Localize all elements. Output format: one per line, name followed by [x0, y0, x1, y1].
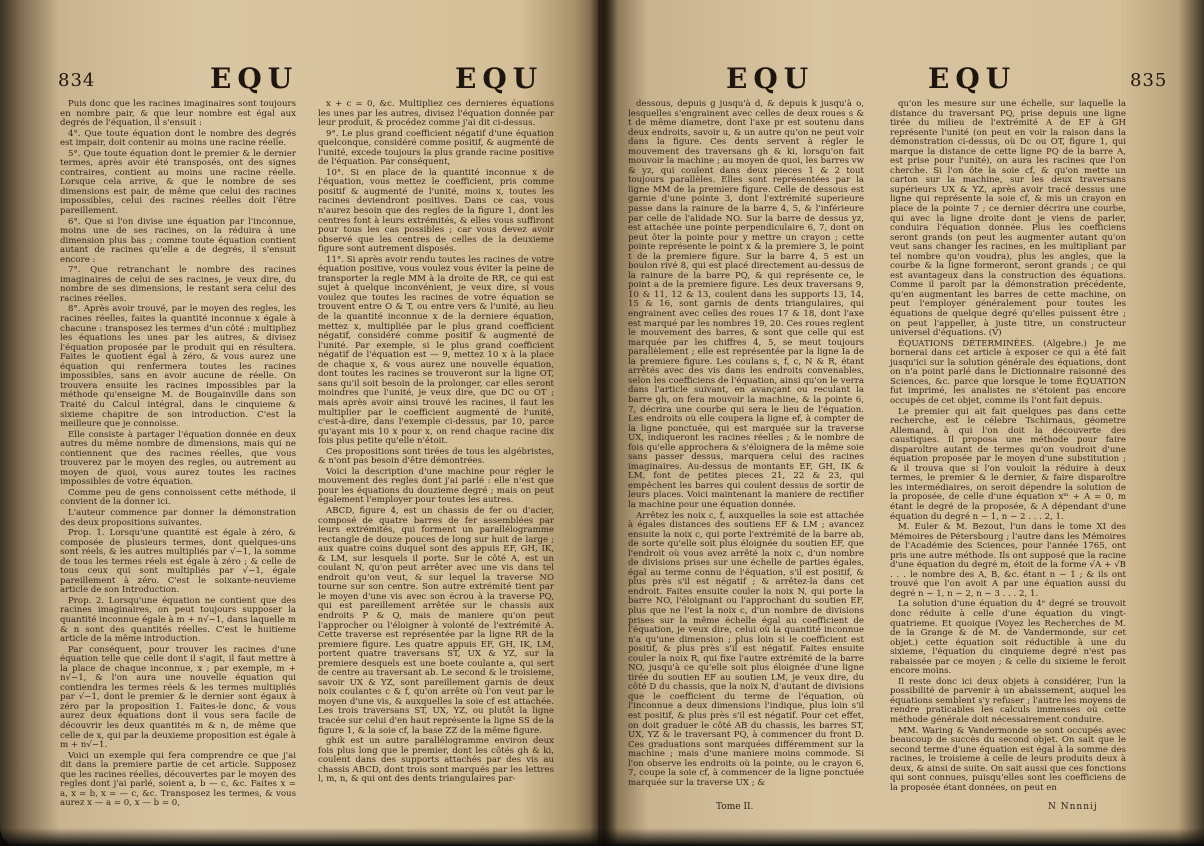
- page-number: 834: [58, 70, 96, 91]
- paragraph: Voici un exemple qui fera comprendre ce que j'ai dit dans la premiere partie de cet article. Supposez que les racines réelles, découvertes par le moyen des regles dont j'ai parlé, soient a, b — c, &c. Faites x = a, x = b, x = — c, &c. Transposez les termes, & vous aurez x — a = 0, x — b = 0,: [60, 750, 296, 809]
- paragraph: dessous, depuis g jusqu'à d, & depuis k jusqu'à o, lesquelles s'engrainent avec celles de deux roues s & t de même diametre, dont l'axe pr est soutenu dans deux endroits, savoir u, & un autre qu'on ne peut voir dans la figure. Ces dents servent à régler le mouvement des traversans gh & ki, lorsqu'on fait mouvoir la machine ; au moyen de quoi, les barres vw & yz, qui coulent dans deux pieces 1 & 2 tout toujours parallèles. Elles sont représentées par la ligne MM de la premiere figure. Celle de dessous est garnie d'une pointe 3, dont l'extrémité superieure passe dans la rainure de la barre 4, 5, & l'inférieure par celle de l'alidade NO. Sur la barre de dessus yz, est attachée une pointe perpendiculaire 6, 7, dont on peut ôter la pointe pour y mettre un crayon ; cette pointe représente le point x & la premiere 3, le point t de la premiere figure. Sur la barre 4, 5 est un boulon rivé 8, qui est placé directement au-dessus de la rainure de la barre PQ, & qui représente ce, le point a de la premiere figure. Les deux traversans 9, 10 & 11, 12 & 13, coulent dans les supports 13, 14, 15 & 16, sont garnis de dents triangulaires, qui engrainent avec celles des roues 17 & 18, dont l'axe est marqué par les nombres 19, 20. Ces roues reglent le mouvement des barres, & sont que celle qui est marquée par les chiffres 4, 5, se meut toujours parallèlement ; elle est représentée par la ligne Ia de la premiere figure. Les coulans s, f, c, N & R, étant arrêtés avec des vis dans les endroits convenables, selon les coefficiens de l'équation, ainsi qu'on le verra dans l'article suivant, en avançant ou reculant la barre gh, on fera mouvoir la machine, & la pointe 6, 7, décrira une courbe qui sera le lieu de l'équation. Les endroits où elle coupera la ligne ef, à compter de la ligne ponctuée, qui est marquée sur la traverse UX, indiqueront les racines réelles ; & le nombre de fois qu'elle approchera & s'éloignera de la même soie sans passer dessus, marquera celui des racines imaginaires. Au-dessus de montants EF, GH, IK & LM, font de petites pieces 21, 22 & 23, qui empêchent les barres qui coulent dessus de sortir de leurs places. Voici maintenant la maniere de rectifier la machine pour une équation donnée.: [628, 99, 864, 510]
- paragraph: qu'on les mesure sur une échelle, sur laquelle la distance du traversant PQ, prise depuis une ligne tirée du milieu de l'extrémité A de EF à GH représente l'unité (on peut en voir la raison dans la démonstration ci-dessus, où Dc ou OT, figure 1, qui marque la distance de cette ligne PQ de la barre A, est prise pour l'unité), on aura les racines que l'on cherche. Si l'on ôte la soie cf, & qu'on mette un carton sur la machine, sur les deux traversans supérieurs UX & YZ, après avoir tracé dessus une ligne qui représente la soie cf, & mis un crayon en place de la pointe 7 ; ce dernier décrira une courbe, qui avec la ligne droite dont je viens de parler, conduira l'équation donnée. Plus les coefficiens seront grands (on peut les augmenter autant qu'on veut sans changer les racines, en les multipliant par tel nombre qu'on voudra), plus les angles, que la courbe & la ligne formeront, seront grands ; ce qui est avantageux dans la construction des équations. Comme il paroît par la démonstration précédente, qu'en augmentant les barres de cette machine, on peut l'employer généralement pour toutes les équations de quelque degré qu'elles puissent être ; on peut l'appeller, à juste titre, un constructeur universel d'équations. (V): [890, 99, 1126, 339]
- column-2: [318, 100, 554, 800]
- column-3: [628, 100, 864, 800]
- paragraph: Prop. 1. Lorsqu'une quantité est égale à zéro, & composée de plusieurs termes, dont quelques-uns sont réels, & les autres multipliés par √−1, la somme de tous les termes réels est égale à zéro ; & celle de tous ceux qui sont multipliés par √−1, égale pareillement à zéro. C'est le soixante-neuvieme article de son Introduction.: [60, 528, 296, 596]
- paragraph: Voici la description d'une machine pour régler le mouvement des regles dont j'ai parlé : elle n'est que pour les équations du douzieme degré ; mais on peut également l'employer pour toutes les autres.: [318, 466, 554, 506]
- running-head: EQU: [210, 62, 299, 95]
- book-gutter: [590, 0, 618, 846]
- left-page-header: [0, 60, 606, 94]
- paragraph: Il reste donc ici deux objets à considérer, l'un la possibilité de parvenir à un abaissement, auquel les équations semblent s'y refuser ; l'autre les moyens de rendre praticables les calculs immenses où cette méthode générale doit nécessairement conduire.: [890, 676, 1126, 725]
- paragraph: ghik est un autre parallélogramme environ deux fois plus long que le premier, dont les côtés gh & ki, coulent dans des supports attachés par des vis au chassis ABCD, dont trois sont marqués par les lettres l, m, n, & qui ont des dents triangulaires par-: [318, 736, 554, 785]
- paragraph: 10°. Si en place de la quantité inconnue x de l'équation, vous mettez le coefficient, pris comme positif & augmenté de l'unité, moins x, toutes les racines deviendront positives. Dans ce cas, vous n'aurez besoin que des regles de la figure 1, dont les centres font à leurs extrémités, & elles vous suffiront pour tous les cas possibles ; car vous devez avoir observé que les centres de celles de la deuxieme figure sont autrement disposés.: [318, 167, 554, 255]
- paragraph: 8°. Après avoir trouvé, par le moyen des regles, les racines réelles, faites la quantité inconnue x égale à chacune : transposez les termes d'un côté : multipliez les équations les unes par les autres, & divisez l'équation proposée par le produit qui en résultera. Faites le quotient égal à zéro, & vous aurez une équation qui renfermera toutes les racines impossibles, sans en avoir aucune de réelle. On trouvera ensuite les racines impossibles par la méthode qu'enseigne M. de Bougainville dans son Traité du Calcul intégral, dans le cinquieme & sixieme chapitre de son introduction. C'est la meilleure que je connoisse.: [60, 304, 296, 430]
- paragraph: Arrêtez les noix c, f, auxquelles la soie est attachée à égales distances des soutiens EF & LM ; avancez ensuite la noix c, qui porte l'extrémité de la barre ab, de sorte qu'elle soit plus éloignée du soutien EF, que l'endroit où vous avez arrêté la noix c, d'un nombre de divisions prises sur une échelle de parties égales, égal au terme connu de l'équation, s'il est positif, & plus près s'il est négatif ; & arrêtez-la dans cet endroit. Faites ensuite couler la noix N, qui porte la barre NO, l'éloignant ou l'approchant du soutien EF, plus que ne l'est la noix c, d'un nombre de divisions prises sur la même échelle égal au coefficient de l'équation, je veux dire, celui où la quantité inconnue n'a qu'une dimension ; plus loin si le coefficient est positif, & plus près s'il est négatif. Faites ensuite couler la noix R, qui fixe l'autre extrémité de la barre NO, jusqu'à ce qu'elle soit plus éloignée d'une ligne tirée du soutien EF au soutien LM, je veux dire, du côté D du chassis, que la noix N, d'autant de divisions que le coefficient du terme de l'équation, où l'inconnue a deux dimensions l'indique, plus loin s'il est positif, & plus près s'il est négatif. Pour cet effet, on doit graduer le côté AB du chassis, les barres ST, UX, YZ & le traversant PQ, à commencer du front D. Ces graduations sont marquées différemment sur la machine ; mais d'une maniere moins commode. Si l'on observe les endroits où la pointe, ou le crayon 6, 7, coupe la soie cf, à commencer de la ligne ponctuée marquée sur la traverse UX ; &: [628, 510, 864, 788]
- paragraph: Par conséquent, pour trouver les racines d'une équation telle que celle dont il s'agit, il faut mettre à la place de chaque inconnue, x ; par exemple, m + n√−1, & l'on aura une nouvelle équation qui contiendra les termes réels & les termes multipliés par √−1, dont le premier & le dernier sont égaux à zéro par la proposition 1. Faites-le donc, & vous aurez deux équations dont il vous sera facile de découvrir les deux quantités m & n, de même que celle de x, qui par la deuxieme proposition est égale à m + n√−1.: [60, 644, 296, 751]
- paragraph: 11°. Si après avoir rendu toutes les racines de votre équation positive, vous voulez vous éviter la peine de transporter la regle MM à la droite de RR, ce qui est sujet à quelque inconvénient, je veux dire, si vous voulez que toutes les racines de votre équation se trouvent entre O & T, ou entre vers & l'unité, au lieu de la quantité inconnue x de la derniere équation, mettez x, multipliée par le plus grand coefficient négatif, considéré comme positif & augmenté de l'unité. Par exemple, si le plus grand coefficient négatif de l'équation est — 9, mettez 10 x à la place de chaque x, & vous aurez une nouvelle équation, dont toutes les racines se trouveront sur la ligne OT, sans qu'il soit besoin de la prolonger, car elles seront moindres que l'unité, je veux dire, que DC ou OT ; mais après avoir ainsi trouvé les racines, il faut les multiplier par le coefficient augmenté de l'unité, c'est-à-dire, dans l'exemple ci-dessus, par 10, parce qu'ayant mis 10 x pour x, on rend chaque racine dix fois plus petite qu'elle n'étoit.: [318, 254, 554, 447]
- signature-mark: N Nnnnij: [1048, 802, 1098, 812]
- paragraph: Comme peu de gens connoissent cette méthode, il convient de la donner ici.: [60, 487, 296, 508]
- paragraph: 6°. Que si l'on divise une équation par l'inconnue, moins une de ses racines, on la réduira à une dimension plus bas ; comme toute équation contient autant de racines qu'elle a de degrés, il s'ensuit encore :: [60, 216, 296, 265]
- paragraph: ÉQUATIONS DÉTERMINÉES. (Algebre.) Je me bornerai dans cet article à exposer ce qui a été fait jusqu'ici sur la solution générale des équations, dont on n'a point parlé dans le Dictionnaire raisonné des Sciences, &c. parce que lorsque le tome ÉQUATION fut imprimé, les analistes ne s'étoient pas encore occupés de cet objet, comme ils l'ont fait depuis.: [890, 338, 1126, 406]
- column-4: [890, 100, 1126, 800]
- paragraph: Prop. 2. Lorsqu'une équation ne contient que des racines imaginaires, on peut toujours supposer la quantité inconnue égale à m + n√−1, dans laquelle m & n sont des quantités réelles. C'est le huitieme article de la même introduction.: [60, 595, 296, 645]
- paragraph: 9°. Le plus grand coefficient négatif d'une équation quelconque, considéré comme positif, & augmenté de l'unité, excede toujours la plus grande racine positive de l'équation. Par conséquent,: [318, 128, 554, 168]
- paragraph: Ces propositions sont tirées de tous les algébristes, & n'ont pas besoin d'être démontrées.: [318, 446, 554, 467]
- paragraph: 5°. Que toute équation dont le premier & le dernier termes, après avoir été transposés, ont des signes contraires, contient au moins une racine réelle. Lorsque cela arrive, & que le nombre de ses dimensions est pair, de même que celui des racines impossibles, celui des racines réelles doit l'être pareillement.: [60, 148, 296, 217]
- paragraph: Le premier qui ait fait quelques pas dans cette recherche, est le célebre Tschirnaus, géometre Allemand, à qui l'on doit la découverte des caustiques. Il proposa une méthode pour faire disparoître autant de termes qu'on voudroit d'une équation proposée par le moyen d'une substitution ; & il trouva que si l'on vouloit la réduire à deux termes, le premier & le dernier, & faire disparoître les intermédiaires, on seroit dépendre la solution de la proposée, de celle d'une équation xᵐ + A = 0, m étant le degré de la proposée, & A dépendant d'une équation du degré n − 1, n − 2 . . . 2, 1.: [890, 406, 1126, 522]
- page-number: 835: [1130, 70, 1168, 91]
- paragraph: La solution d'une équation du 4ᵉ degré se trouvoit donc réduite à celle d'une équation du vingt-quatrieme. Et quoique (Voyez les Recherches de M. de la Grange & de M. de Vandermonde, sur cet objet.) cette équation soit réductible à une du sixieme, l'équation du cinquieme degré n'est pas rabaissée par ce moyen ; & celle du sixieme le feroit encore moins.: [890, 599, 1126, 677]
- paragraph: 4°. Que toute équation dont le nombre des degrés est impair, doit contenir au moins une racine réelle.: [60, 128, 296, 149]
- right-page: [598, 0, 1204, 846]
- paragraph: L'auteur commence par donner la démonstration des deux propositions suivantes.: [60, 507, 296, 528]
- paragraph: ABCD, figure 4, est un chassis de fer ou d'acier, composé de quatre barres de fer assemblées par leurs extrémités, qui forment un parallélogramme rectangle de douze pouces de long sur huit de large ; aux quatre coins duquel sont des appuis EF, GH, IK, & LM, sur lesquels il porte. Sur le côté A, est un coulant N, qu'on peut arrêter avec une vis dans tel endroit qu'on veut, & sur lequel la traverse NO tourne sur son centre. Son autre extrémité tient par le moyen d'une vis avec son écrou à la traverse PQ, qui est pareillement arrêtée sur le chassis aux endroits P & Q, mais de maniere qu'on peut l'approcher ou l'éloigner à volonté de l'extrémité A. Cette traverse est représentée par la ligne RR de la premiere figure. Les quatre appuis EF, GH, IK, LM, portent quatre traversans ST, UX & YZ, sur la premiere desquels est une boete coulante a, qui sert de centre au traversant ab. Le second & le troisieme, savoir UX & YZ, sont pareillement garnis de deux noix coulantes c & f, qu'on arrête où l'on veut par le moyen d'une vis, & auxquelles la soie cf est attachée. Les trois traversans ST, UX, YZ, ou plutôt la ligne tracée sur celui d'en haut représente la ligne SS de la figure 1, & la soie cf, la base ZZ de la même figure.: [318, 505, 554, 736]
- volume-footer: Tome II.: [716, 802, 754, 812]
- paragraph: MM. Waring & Vandermonde se sont occupés avec beaucoup de succès du second objet. On sait que le second terme d'une équation est égal à la somme des racines, le troisieme à celle de leurs produits deux à deux, & ainsi de suite. On sait aussi que ces fonctions qui sont connues, puisqu'elles sont les coefficiens de la proposée étant données, on peut en: [890, 725, 1126, 793]
- paragraph: x + c = 0, &c. Multipliez ces dernieres équations les unes par les autres, divisez l'équation donnée par leur produit, & procédez comme j'ai dit ci-dessus.: [318, 99, 554, 129]
- running-head: EQU: [928, 62, 1017, 95]
- paragraph: M. Euler & M. Bezout, l'un dans le tome XI des Mémoires de Pétersbourg ; l'autre dans les Mémoires de l'Académie des Sciences, pour l'année 1765, ont pris une autre méthode. Ils ont supposé que la racine d'une équation du degré m, étoit de la forme √A + √B . . . le nombre des A, B, &c. étant n − 1 ; & ils ont trouvé que l'on avoit A par une équation aussi du degré n − 1, n − 2, n − 3 . . . 2, 1.: [890, 522, 1126, 599]
- column-1: [60, 99, 296, 809]
- paragraph: Elle consiste à partager l'équation donnée en deux autres du même nombre de dimensions, mais qui ne contiennent que des racines réelles, que vous trouverez par le moyen des regles, ou autrement au moyen de quoi, vous aurez toutes les racines impossibles de votre équation.: [60, 429, 296, 488]
- running-head: EQU: [726, 62, 815, 95]
- right-page-header: [598, 60, 1204, 94]
- running-head: EQU: [455, 62, 544, 95]
- page-edge-shadow: [0, 828, 1204, 846]
- paragraph: 7°. Que retranchant le nombre des racines imaginaires de celui de ses racines, je veux dire, du nombre de ses dimensions, le restant sera celui des racines réelles.: [60, 265, 296, 304]
- paragraph: Puis donc que les racines imaginaires sont toujours en nombre pair, & que leur nombre est égal aux degrés de l'équation, il s'ensuit :: [60, 99, 296, 129]
